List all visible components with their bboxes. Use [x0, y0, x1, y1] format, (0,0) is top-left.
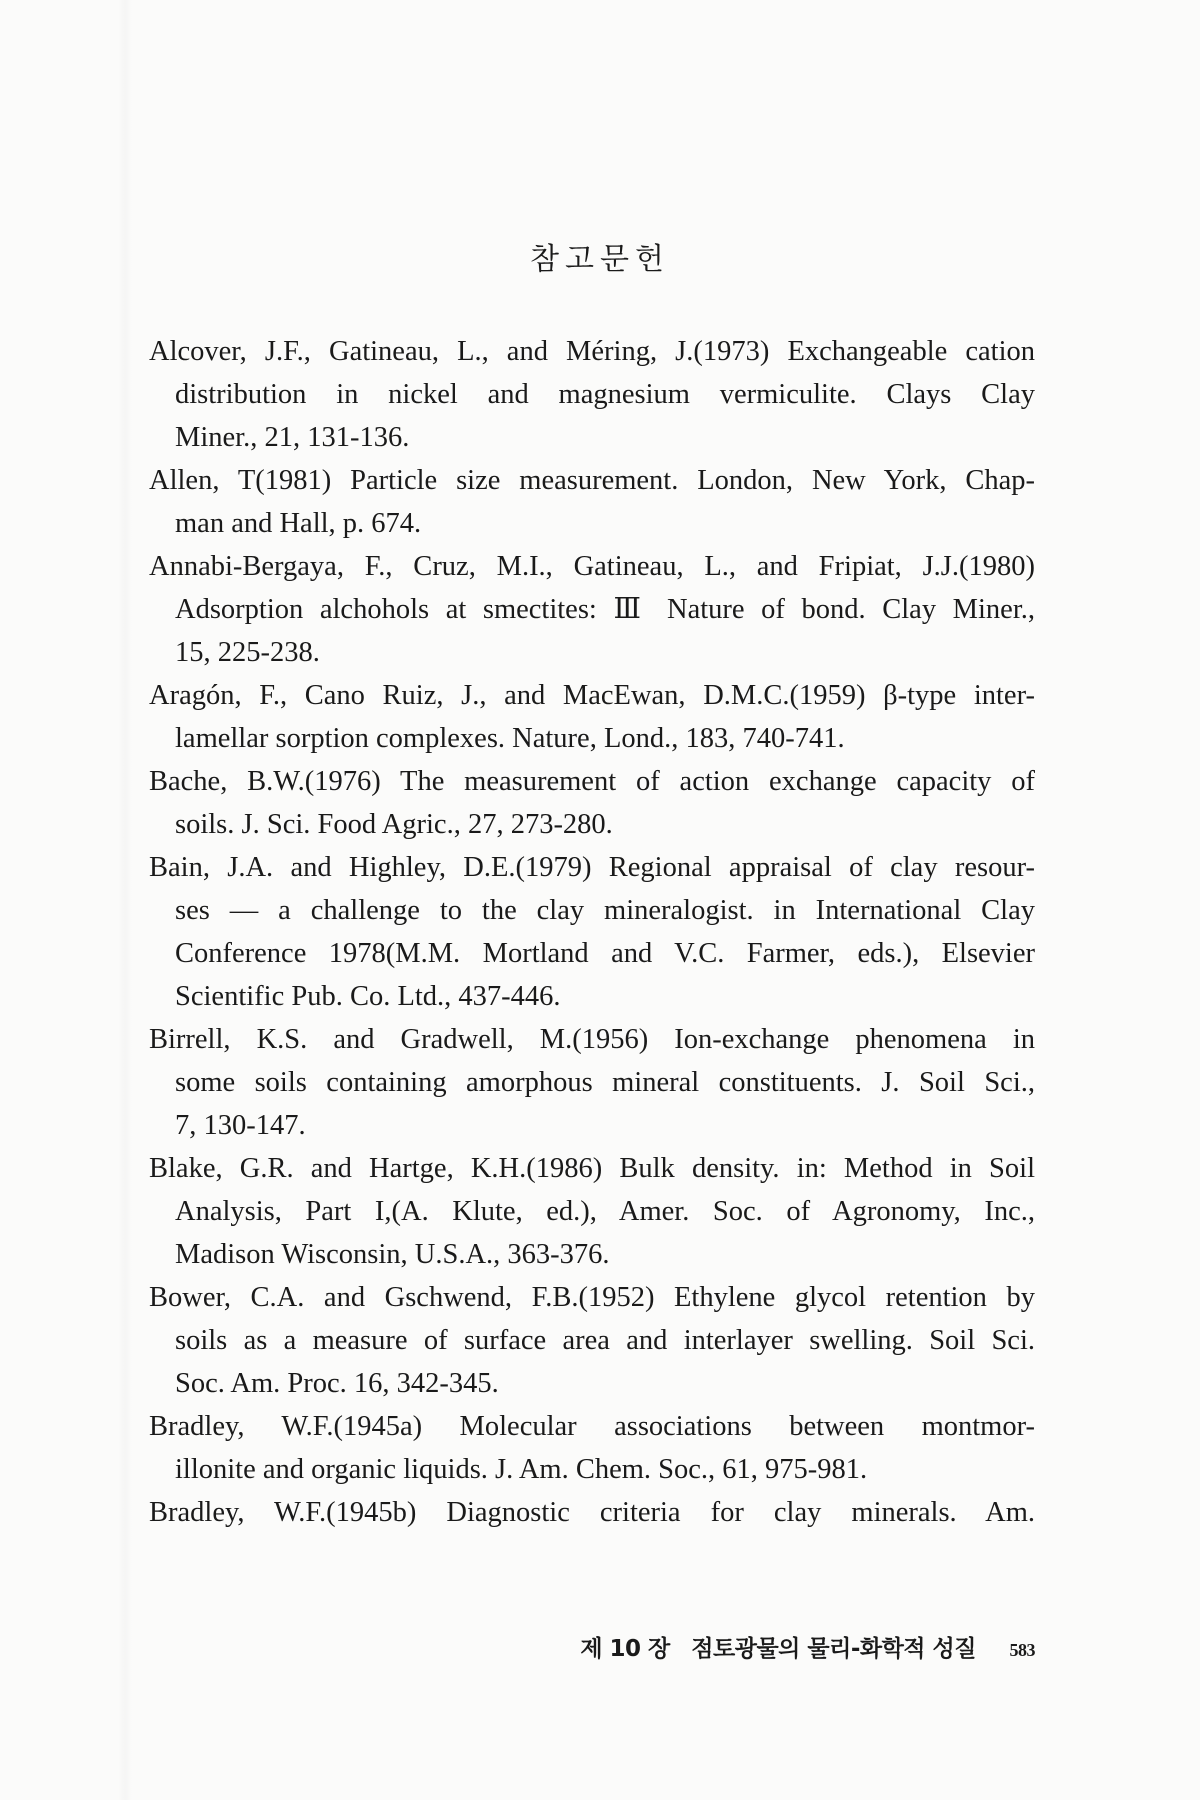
- reference-line: some soils containing amorphous mineral constituents. J. Soil Sci.,: [175, 1067, 1035, 1098]
- reference-line: Bache, B.W.(1976) The measurement of action exchange capacity of: [149, 766, 1035, 797]
- reference-line: 15, 225-238.: [175, 637, 320, 668]
- reference-entry: [149, 846, 1035, 1018]
- reference-line: Miner., 21, 131-136.: [175, 422, 410, 453]
- reference-line: Soc. Am. Proc. 16, 342-345.: [175, 1368, 499, 1399]
- reference-line: Annabi-Bergaya, F., Cruz, M.I., Gatineau, L., and Fripiat, J.J.(1980): [149, 551, 1035, 582]
- reference-line: Bower, C.A. and Gschwend, F.B.(1952) Ethylene glycol retention by: [149, 1282, 1035, 1313]
- reference-list: [149, 330, 1035, 1534]
- reference-entry: [149, 545, 1035, 674]
- page-number: 583: [1009, 1640, 1035, 1660]
- reference-entry: [149, 760, 1035, 846]
- footer-chapter: 제 10 장: [580, 1636, 670, 1662]
- reference-entry: [149, 674, 1035, 760]
- reference-line: Bain, J.A. and Highley, D.E.(1979) Regional appraisal of clay resour-: [149, 852, 1035, 883]
- reference-entry: [149, 330, 1035, 459]
- reference-line: Bradley, W.F.(1945a) Molecular associations between montmor-: [149, 1411, 1035, 1442]
- reference-entry: [149, 1018, 1035, 1147]
- page-title: 참고문헌: [530, 243, 670, 276]
- reference-line: Bradley, W.F.(1945b) Diagnostic criteria for clay minerals. Am.: [149, 1497, 1035, 1528]
- reference-line: Allen, T(1981) Particle size measurement. London, New York, Chap-: [149, 465, 1035, 496]
- reference-line: lamellar sorption complexes. Nature, Lond., 183, 740-741.: [175, 723, 845, 754]
- reference-line: Adsorption alchohols at smectites: Ⅲ Nature of bond. Clay Miner.,: [175, 594, 1035, 625]
- reference-entry: [149, 1491, 1035, 1534]
- reference-line: Conference 1978(M.M. Mortland and V.C. Farmer, eds.), Elsevier: [175, 938, 1035, 969]
- reference-line: Aragón, F., Cano Ruiz, J., and MacEwan, D.M.C.(1959) β-type inter-: [149, 680, 1035, 711]
- page-footer: [566, 1630, 1035, 1663]
- reference-entry: [149, 459, 1035, 545]
- footer-chapter-title: 점토광물의 물리-화학적 성질: [691, 1636, 976, 1662]
- reference-line: Birrell, K.S. and Gradwell, M.(1956) Ion-exchange phenomena in: [149, 1024, 1035, 1055]
- reference-entry: [149, 1405, 1035, 1491]
- reference-line: 7, 130-147.: [175, 1110, 306, 1141]
- reference-line: illonite and organic liquids. J. Am. Chem. Soc., 61, 975-981.: [175, 1454, 868, 1485]
- reference-line: man and Hall, p. 674.: [175, 508, 422, 539]
- reference-line: Blake, G.R. and Hartge, K.H.(1986) Bulk density. in: Method in Soil: [149, 1153, 1035, 1184]
- reference-line: soils as a measure of surface area and interlayer swelling. Soil Sci.: [175, 1325, 1035, 1356]
- reference-line: Analysis, Part I,(A. Klute, ed.), Amer. Soc. of Agronomy, Inc.,: [175, 1196, 1035, 1227]
- reference-line: Alcover, J.F., Gatineau, L., and Méring, J.(1973) Exchangeable cation: [149, 336, 1035, 367]
- reference-line: soils. J. Sci. Food Agric., 27, 273-280.: [175, 809, 613, 840]
- reference-line: Scientific Pub. Co. Ltd., 437-446.: [175, 981, 561, 1012]
- reference-line: distribution in nickel and magnesium vermiculite. Clays Clay: [175, 379, 1035, 410]
- reference-line: Madison Wisconsin, U.S.A., 363-376.: [175, 1239, 610, 1270]
- reference-entry: [149, 1276, 1035, 1405]
- reference-line: ses — a challenge to the clay mineralogist. in International Clay: [175, 895, 1035, 926]
- reference-entry: [149, 1147, 1035, 1276]
